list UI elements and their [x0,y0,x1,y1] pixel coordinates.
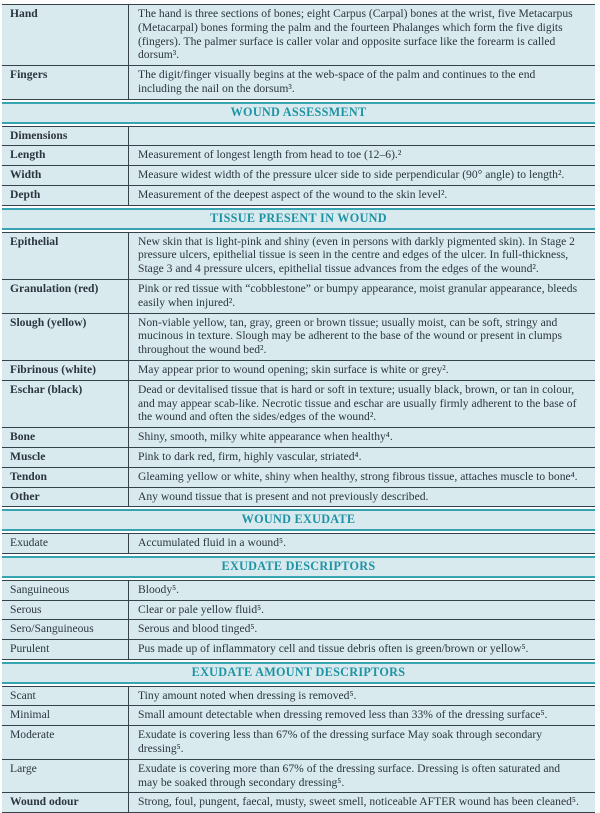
definition-cell: Clear or pale yellow fluid⁵. [138,602,265,616]
definition-cell: Pink to dark red, firm, highly vascular, striated⁴. [138,449,362,463]
section-header-band [2,102,595,124]
table-row [2,280,595,314]
definition-cell: Small amount detectable when dressing removed less than 33% of the dressing surface⁵. [138,708,548,722]
section-header-label: EXUDATE DESCRIPTORS [221,558,376,573]
definition-cell: Exudate is covering less than 67% of the dressing surface May soak through secondary dressing⁵. [138,728,543,756]
term-cell: Epithelial [2,233,129,279]
table-row [2,127,595,147]
section-header-band [2,556,595,578]
table-row [2,166,595,186]
term-cell: Moderate [2,726,129,759]
term-cell: Muscle [2,448,129,467]
definition-cell: Serous and blood tinged⁵. [138,622,258,636]
terminology-table-section [2,533,595,554]
term-cell: Large [2,760,129,793]
term-cell: Slough (yellow) [2,314,129,360]
definition-cell: Measurement of longest length from head to toe (12–6).² [138,148,402,162]
table-row [2,233,595,280]
term-cell: Exudate [2,534,129,553]
term-cell: Scant [2,687,129,706]
definition-cell: Bloody⁵. [138,582,180,596]
table-row [2,793,595,812]
definition-cell: Dead or devitalised tissue that is hard or soft in texture; usually black, brown, or tan in colour, and may appear scab-like. Necrotic tissue and eschar are usually firmly adherent to the base of the wound and often the sides/edges of the wound². [138,382,577,424]
term-cell: Fibrinous (white) [2,361,129,380]
table-row [2,726,595,760]
section-header-band [2,208,595,230]
section-header-band [2,662,595,684]
table-row [2,581,595,601]
term-cell: Dimensions [2,127,129,146]
table-row [2,146,595,166]
table-row [2,601,595,621]
terminology-table-section [2,4,595,100]
section-header-label: WOUND EXUDATE [241,512,356,527]
term-cell: Purulent [2,640,129,659]
term-cell: Hand [2,5,129,65]
term-cell: Sero/Sanguineous [2,620,129,639]
terminology-table-section [2,686,595,813]
term-cell: Granulation (red) [2,280,129,313]
definition-cell: Pus made up of inflammatory cell and tissue debris often is green/brown or yellow⁵. [138,642,529,656]
term-cell: Other [2,488,129,507]
terminology-table-section [2,126,595,206]
definition-cell: The hand is three sections of bones; eight Carpus (Carpal) bones at the wrist, five Metacarpus (Metacarpal) bones forming the palm and the fourteen Phalanges which form the five digits (fingers). The palmer surface is caller volar and opposite surface like the forearm is called dorsum³. [138,7,573,62]
table-row [2,468,595,488]
table-row [2,534,595,553]
definition-cell: Measure widest width of the pressure ulcer side to side perpendicular (90° angle) to length². [138,168,565,182]
term-cell: Tendon [2,468,129,487]
term-cell: Depth [2,186,129,205]
term-cell: Eschar (black) [2,381,129,427]
term-cell: Width [2,166,129,185]
term-cell: Sanguineous [2,581,129,600]
term-cell: Bone [2,428,129,447]
table-row [2,186,595,205]
definition-cell: Pink or red tissue with “cobblestone” or bumpy appearance, moist granular appearance, bleeds easily when injured². [138,281,578,309]
definition-cell: Accumulated fluid in a wound⁵. [138,536,286,550]
table-row [2,620,595,640]
table-row [2,760,595,794]
table-row [2,640,595,659]
definition-cell: Measurement of the deepest aspect of the wound to the skin level². [138,187,448,201]
section-header-label: TISSUE PRESENT IN WOUND [210,210,387,225]
section-header-label: EXUDATE AMOUNT DESCRIPTORS [191,664,406,679]
definition-cell: Any wound tissue that is present and not previously described. [138,489,429,503]
table-row [2,448,595,468]
definition-cell: Exudate is covering more than 67% of the dressing surface. Dressing is often saturated and may be soaked through secondary dressing⁵. [138,761,561,789]
terminology-table-section [2,232,595,508]
term-cell: Serous [2,601,129,620]
section-header-label: WOUND ASSESSMENT [230,104,367,119]
table-row [2,361,595,381]
table-row [2,5,595,66]
definition-cell [129,127,595,146]
table-row [2,687,595,707]
term-cell: Wound odour [2,793,129,812]
definition-cell: Strong, foul, pungent, faecal, musty, sweet smell, noticeable AFTER wound has been cleaned⁵. [138,795,579,809]
definition-cell: Gleaming yellow or white, shiny when healthy, strong fibrous tissue, attaches muscle to bone⁴. [138,469,578,483]
table-row [2,381,595,428]
definition-cell: The digit/finger visually begins at the web-space of the palm and continues to the end including the nail on the dorsum³. [138,68,536,95]
terminology-table-section [2,580,595,660]
table-row [2,706,595,726]
definition-cell: Non-viable yellow, tan, gray, green or brown tissue; usually moist, can be soft, stringy and mucinous in texture. Slough may be adherent to the base of the wound or present in clumps throughout the wound bed². [138,315,563,357]
definition-cell: Shiny, smooth, milky white appearance when healthy⁴. [138,430,393,444]
section-header-band [2,509,595,531]
term-cell: Minimal [2,706,129,725]
definition-cell: New skin that is light-pink and shiny (even in persons with darkly pigmented skin). In Stage 2 pressure ulcers, epithelial tissue is seen in the centre and edges of the ulcer. In full-thickness, Stage 3 and 4 pressure ulcers, epithelial tissue advances from the edges of the wound². [138,234,575,276]
table-row [2,314,595,361]
term-cell: Length [2,146,129,165]
table-row [2,428,595,448]
table-row [2,66,595,99]
definition-cell: May appear prior to wound opening; skin surface is white or grey². [138,362,449,376]
table-row [2,488,595,507]
definition-cell: Tiny amount noted when dressing is removed⁵. [138,688,357,702]
term-cell: Fingers [2,66,129,99]
